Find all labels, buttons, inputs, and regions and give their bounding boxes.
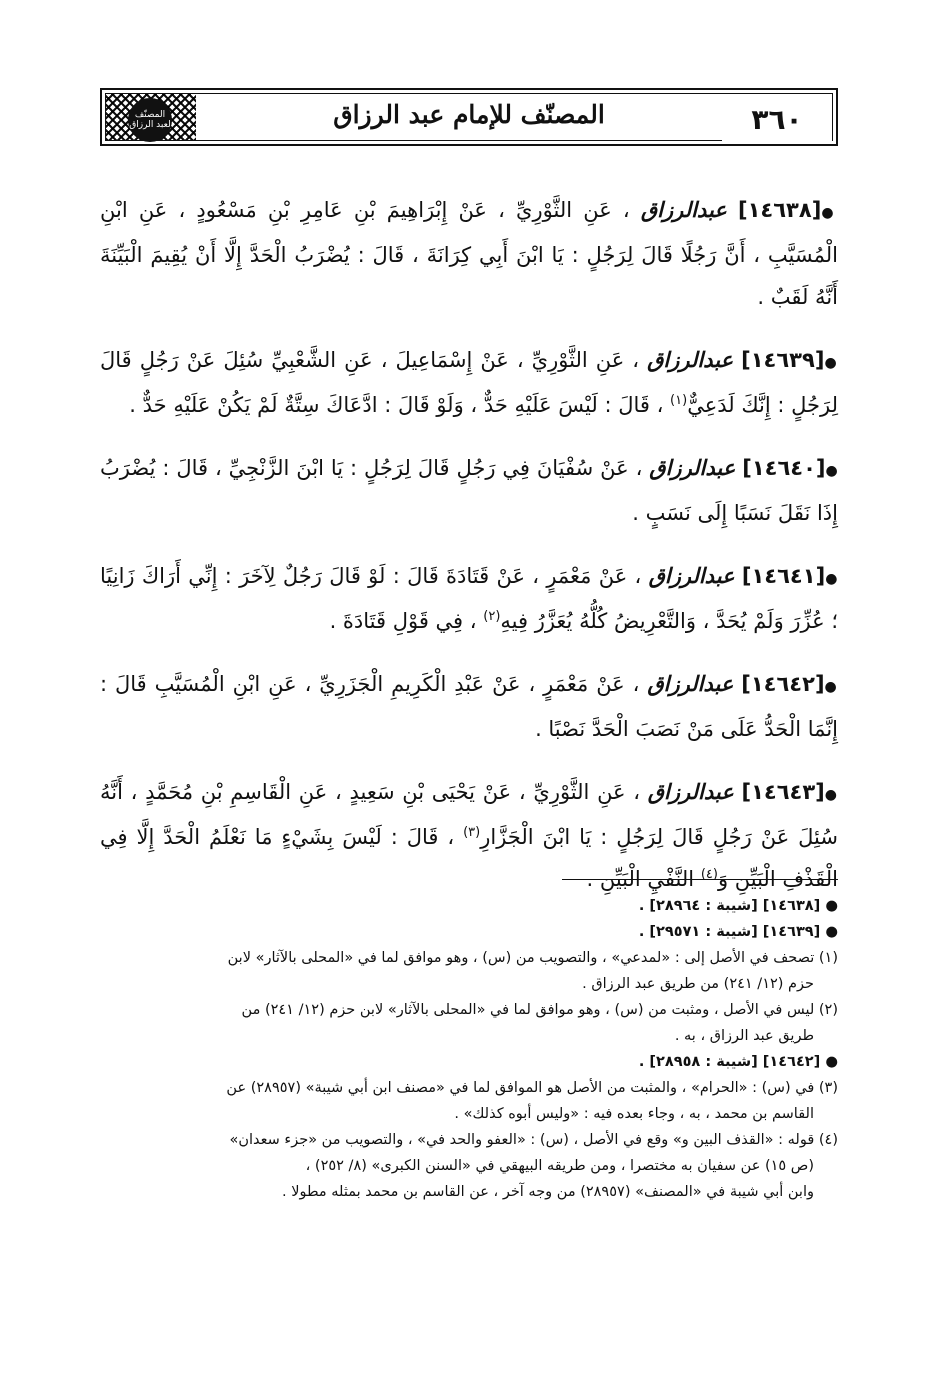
page-header xyxy=(100,88,838,146)
source-text: [١٤٦٤٢] [شيبة : ٢٨٩٥٨] . xyxy=(638,1054,821,1070)
hadith-text: ، عَنْ مَعْمَرٍ ، عَنْ عَبْدِ الْكَرِيمِ الْجَزَرِيِّ ، عَنِ ابْنِ الْمُسَيَّبِ قَالَ : إِنَّمَا الْحَدُّ عَلَى مَنْ نَصَبَ الْحَدَّ نَصْبًا . xyxy=(100,672,838,741)
hadith-text: ، عَنْ سُفْيَانَ فِي رَجُلٍ قَالَ لِرَجُلٍ : يَا ابْنَ الزَّنْجِيِّ ، قَالَ : يُضْرَبُ إِذَا نَقَلَ نَسَبًا إِلَى نَسَبٍ . xyxy=(100,456,838,525)
bullet-icon: ● xyxy=(821,205,839,221)
hadith-entry xyxy=(100,339,838,426)
footnote-ref: (٢) xyxy=(483,609,501,624)
hadith-text: ، عَنْ مَعْمَرٍ ، عَنْ قَتَادَةَ قَالَ : لَوْ قَالَ رَجُلٌ لِآخَرَ : إِنِّي أَرَاكَ زَانِيًا ؛ عُزِّرَ وَلَمْ يُحَدَّ ، وَالتَّعْرِيضُ كُلُّهُ يُعَزَّرُ فِيهِ xyxy=(100,564,838,633)
narrator: عبدالرزاق xyxy=(647,779,734,804)
footnote-ref: (١) xyxy=(670,393,688,408)
hadith-number: [١٤٦٤٢] xyxy=(741,672,825,696)
hadith-text: ، قَالَ : لَيْسَ عَلَيْهِ حَدٌّ ، وَلَوْ قَالَ : ادَّعَاكَ سِتَّةٌ لَمْ يَكُنْ عَلَيْهِ حَدٌّ . xyxy=(129,393,664,417)
hadith-number: [١٤٦٣٨] xyxy=(738,198,822,222)
footnote-continuation: حزم (١٢/ ٢٤١) من طريق عبد الرزاق . xyxy=(582,976,814,992)
hadith-number: [١٤٦٤٠] xyxy=(742,456,826,480)
footnote-continuation: وابن أبي شيبة في «المصنف» (٢٨٩٥٧) من وجه آخر ، عن القاسم بن محمد بمثله مطولا . xyxy=(282,1184,814,1200)
footnote: (٣) في (س) : «الحرام» ، والمثبت من الأصل هو الموافق لما في «مصنف ابن أبي شيبة» (٢٨٩٥٧) عن xyxy=(226,1080,838,1096)
narrator: عبدالرزاق xyxy=(647,347,734,372)
footnote-separator xyxy=(562,879,838,880)
hadith-entry xyxy=(100,189,838,318)
narrator: عبدالرزاق xyxy=(640,197,727,222)
hadith-text: ، عَنِ الثَّوْرِيِّ ، عَنْ إِسْمَاعِيلَ ، عَنِ الشَّعْبِيِّ سُئِلَ عَنْ رَجُلٍ قَالَ لِرَجُلٍ : إِنَّكَ لَدَعِيٌّ xyxy=(100,348,838,417)
bullet-icon: ● xyxy=(824,787,838,803)
hadith-number: [١٤٦٤١] xyxy=(741,564,826,588)
hadith-entry xyxy=(100,447,838,534)
hadith-text: النَّفْيِ الْبَيِّنِ . xyxy=(586,867,695,891)
hadith-number: [١٤٦٤٣] xyxy=(741,780,825,804)
footnotes xyxy=(100,893,838,1205)
footnote-ref: (٣) xyxy=(463,825,481,840)
hadith-text: ، عَنِ الثَّوْرِيِّ ، عَنْ يَحْيَى بْنِ سَعِيدٍ ، عَنِ الْقَاسِمِ بْنِ مُحَمَّدٍ ، أَنَّهُ سُئِلَ عَنْ رَجُلٍ قَالَ لِرَجُلٍ : يَا ابْنَ الْجَزَّارِ xyxy=(100,780,838,849)
bullet-icon: ● xyxy=(824,355,839,371)
emblem-text: المصنّف لعبد الرزاق xyxy=(129,110,171,130)
hadith-number: [١٤٦٣٩] xyxy=(741,348,825,372)
footnote: (١) تصحف في الأصل إلى : «لمدعي» ، والتصويب من (س) ، وهو موافق لما في «المحلى بالآثار» لابن xyxy=(227,950,838,966)
emblem-icon xyxy=(128,98,172,142)
footnote: (٤) قوله : «القذف البين و» وقع في الأصل ، (س) : «العفو والحد في» ، والتصويب من «جزء سعدان» xyxy=(229,1132,838,1148)
header-title: المصنّف للإمام عبد الرزاق xyxy=(333,100,605,129)
header-frame xyxy=(105,93,833,141)
bullet-icon: ● xyxy=(825,463,838,479)
hadith-entry xyxy=(100,663,838,750)
page-number: ٣٦٠ xyxy=(722,94,832,144)
hadith-entry xyxy=(100,555,838,642)
bullet-icon: ● xyxy=(825,571,839,587)
bullet-icon: ● xyxy=(824,679,838,695)
source-text: [١٤٦٣٩] [شيبة : ٢٩٥٧١] . xyxy=(638,924,821,940)
footnote-continuation: طريق عبد الرزاق ، به . xyxy=(674,1028,814,1044)
source-text: [١٤٦٣٨] [شيبة : ٢٨٩٦٤] . xyxy=(638,898,821,914)
narrator: عبدالرزاق xyxy=(649,455,736,480)
source-reference: ● [١٤٦٤٢] [شيبة : ٢٨٩٥٨] . xyxy=(638,1054,838,1070)
hadith-text: ، قَالَ : لَيْسَ بِشَيْءٍ مَا نَعْلَمُ الْحَدَّ إِلَّا فِي الْقَذْفِ الْبَيِّنِ وَ xyxy=(100,825,838,891)
footnote-ref: (٤) xyxy=(700,867,718,882)
footnote-continuation: القاسم بن محمد ، به ، وجاء بعده فيه : «وليس أبوه كذلك» . xyxy=(454,1106,814,1122)
narrator: عبدالرزاق xyxy=(647,671,734,696)
narrator: عبدالرزاق xyxy=(648,563,735,588)
main-text xyxy=(100,168,838,910)
source-reference: ● [١٤٦٣٩] [شيبة : ٢٩٥٧١] . xyxy=(638,924,838,940)
hadith-entry xyxy=(100,771,838,900)
source-reference: ● [١٤٦٣٨] [شيبة : ٢٨٩٦٤] . xyxy=(638,898,838,914)
footnote: (٢) ليس في الأصل ، ومثبت من (س) ، وهو موافق لما في «المحلى بالآثار» لابن حزم (١٢/ ٢٤١) من xyxy=(241,1002,838,1018)
hadith-text: ، فِي قَوْلِ قَتَادَةَ . xyxy=(329,609,477,633)
hadith-text: ، عَنِ الثَّوْرِيِّ ، عَنْ إِبْرَاهِيمَ بْنِ عَامِرِ بْنِ مَسْعُودٍ ، عَنِ ابْنِ الْمُسَيَّبِ ، أَنَّ رَجُلًا قَالَ لِرَجُلٍ : يَا ابْنَ أَبِي كِرَانَةَ ، قَالَ : يُضْرَبُ الْحَدَّ إِلَّا أَنْ يُقِيمَ الْبَيِّنَةَ أَنَّهُ لَقَبٌ . xyxy=(100,198,838,309)
footnote-continuation: (ص ١٥) عن سفيان به مختصرا ، ومن طريقه البيهقي في «السنن الكبرى» (٨/ ٢٥٢) ، xyxy=(305,1158,814,1174)
